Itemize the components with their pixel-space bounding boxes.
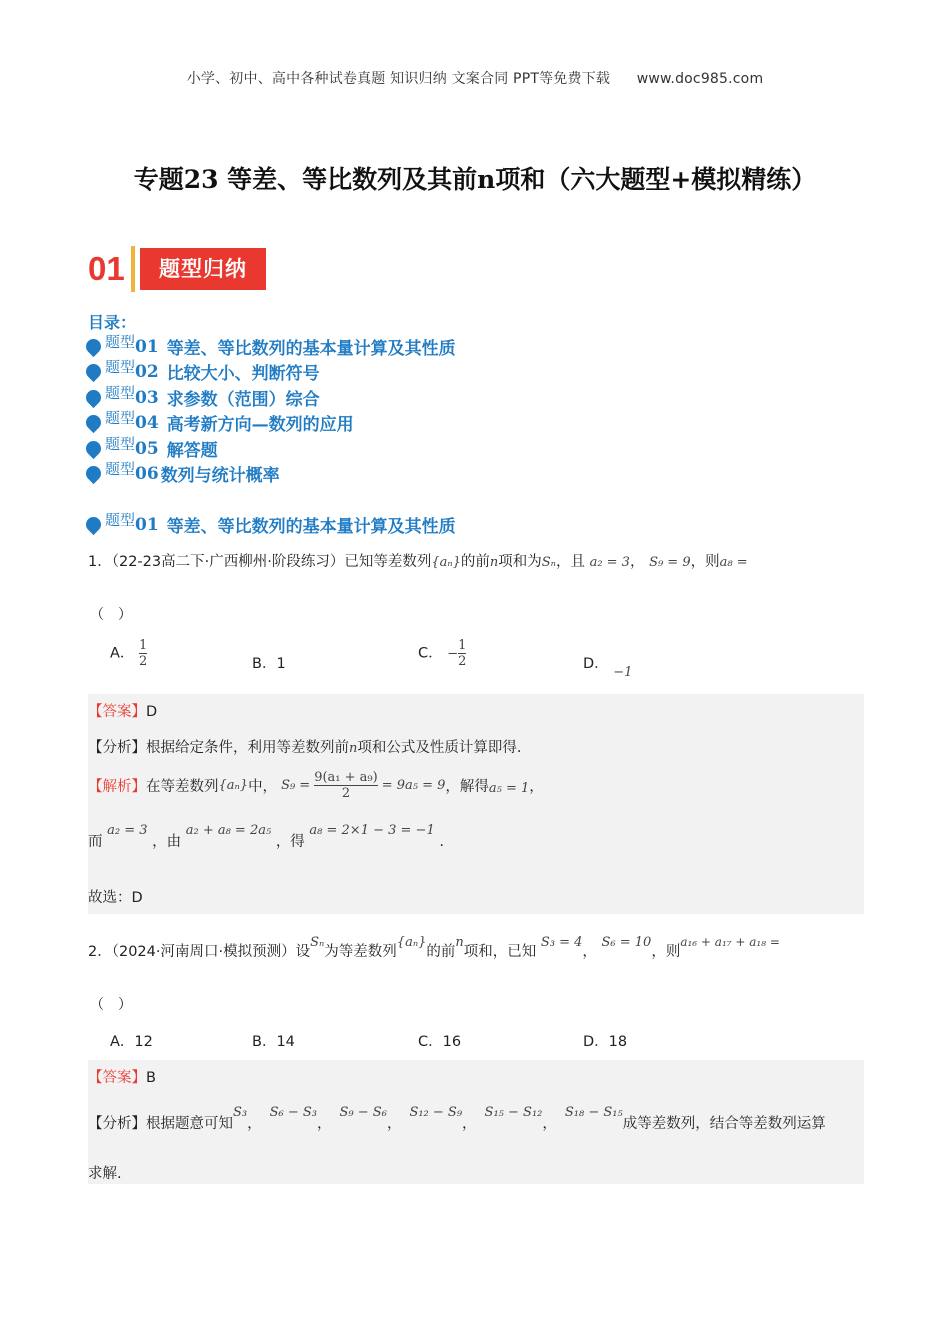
location-pin-icon xyxy=(83,336,104,357)
location-pin-icon xyxy=(83,387,104,408)
toc-item-label: 题型 xyxy=(105,435,136,453)
q1-solution-line2 xyxy=(88,823,444,851)
solution-text: . xyxy=(439,834,444,850)
q2-seq: {aₙ} xyxy=(396,935,427,950)
type-heading-label: 题型 xyxy=(105,511,136,529)
header-url-link[interactable]: www.doc985.com xyxy=(636,71,764,87)
option-neg: − xyxy=(447,646,459,662)
analysis-text: 根据给定条件，利用等差数列前 xyxy=(146,740,349,756)
q1-target: a₈ = xyxy=(719,555,748,570)
q2-sn: Sₙ xyxy=(310,935,325,950)
q2-answer xyxy=(88,1066,156,1087)
toc-item-num: 05 xyxy=(135,438,159,459)
q2-option-c[interactable] xyxy=(418,1030,461,1051)
header-text: 小学、初中、高中各种试卷真题 知识归纳 文案合同 PPT等免费下载 xyxy=(186,71,611,87)
answer-tag: 【答案】 xyxy=(88,704,146,720)
option-value: 16 xyxy=(442,1034,462,1050)
toc-item-text: 求参数（范围）综合 xyxy=(166,390,320,410)
page-header xyxy=(0,68,950,88)
location-pin-icon xyxy=(83,514,104,535)
option-key: B． xyxy=(252,1034,277,1050)
q2-analysis-cont: 求解. xyxy=(88,1166,122,1182)
solution-text: ，解得 xyxy=(445,779,489,795)
option-value: 18 xyxy=(608,1034,628,1050)
q2-cond2: S₆ = 10 xyxy=(601,935,652,950)
q1-text: ，且 xyxy=(555,554,585,570)
toc-item-01[interactable] xyxy=(86,334,456,359)
analysis-text: 根据题意可知 xyxy=(146,1116,233,1132)
toc-item-label: 题型 xyxy=(105,460,136,478)
solution-text: 中， xyxy=(248,779,278,795)
q2-text: 的前 xyxy=(426,944,456,960)
analysis-comma: ， xyxy=(317,1116,332,1132)
option-value: 14 xyxy=(276,1034,295,1050)
solution-text: ，得 xyxy=(275,834,305,850)
solution-text: ，由 xyxy=(152,834,182,850)
q1-text: 的前 xyxy=(460,554,490,570)
toc-item-label: 题型 xyxy=(105,409,136,427)
q1-cond1: a₂ = 3 xyxy=(589,555,630,570)
solution-text: 而 xyxy=(88,834,103,850)
location-pin-icon xyxy=(83,463,104,484)
toc-item-num: 06 xyxy=(135,463,159,484)
question-1-stem xyxy=(88,550,748,571)
q2-text: 为等差数列 xyxy=(324,944,397,960)
analysis-tag: 【分析】 xyxy=(88,740,146,756)
answer-value: D xyxy=(146,704,158,720)
toc-item-text: 数列与统计概率 xyxy=(160,466,280,486)
analysis-comma: ， xyxy=(542,1116,557,1132)
option-key: A． xyxy=(110,645,135,662)
question-2-stem xyxy=(88,935,780,961)
q1-option-d[interactable] xyxy=(583,652,633,680)
toc-item-label: 题型 xyxy=(105,333,136,351)
analysis-comma: ， xyxy=(386,1116,402,1132)
q1-seq: {aₙ} xyxy=(431,555,461,570)
analysis-term: S₁₅ − S₁₂ xyxy=(484,1105,543,1120)
solution-m1: a₂ = 3 xyxy=(107,823,148,838)
type-heading-text: 等差、等比数列的基本量计算及其性质 xyxy=(166,517,456,537)
q2-target: a₁₆ + a₁₇ + a₁₈ = xyxy=(680,935,780,949)
frac-num: 1 xyxy=(139,638,148,653)
q2-text: 项和，已知 xyxy=(463,944,537,960)
q1-analysis xyxy=(88,736,521,757)
analysis-tag: 【分析】 xyxy=(88,1116,146,1132)
toc-item-text: 比较大小、判断符号 xyxy=(166,364,320,384)
type-heading xyxy=(86,512,456,537)
q1-text: 项和为 xyxy=(498,554,542,570)
q2-option-b[interactable] xyxy=(252,1030,295,1051)
q2-option-d[interactable] xyxy=(583,1030,627,1051)
frac-den: 2 xyxy=(139,654,148,669)
option-value: −1 xyxy=(613,665,633,680)
q1-answer-paren: （ ） xyxy=(90,607,132,623)
q2-text: ，则 xyxy=(651,944,681,960)
toc-heading: 目录： xyxy=(88,313,137,332)
answer-tag: 【答案】 xyxy=(88,1070,146,1086)
q2-text: 2．（2024·河南周口·模拟预测）设 xyxy=(88,944,311,960)
option-key: B． xyxy=(252,656,277,672)
analysis-term: S₃ xyxy=(233,1105,248,1120)
q1-solution-line1 xyxy=(88,770,544,801)
solution-text: ， xyxy=(529,779,544,795)
toc-item-num: 02 xyxy=(135,361,159,382)
q1-answer xyxy=(88,700,157,721)
solution-s9: S₉ = xyxy=(281,778,311,793)
q1-answer-box xyxy=(88,694,864,914)
q1-option-c[interactable] xyxy=(418,638,466,669)
solution-a5: a₅ = 1 xyxy=(488,781,530,796)
analysis-term: S₁₂ − S₉ xyxy=(409,1105,463,1120)
option-fraction xyxy=(139,638,147,669)
toc-item-text: 解答题 xyxy=(166,441,218,461)
q1-text: ，则 xyxy=(690,554,720,570)
frac-den: 2 xyxy=(458,654,467,669)
solution-seq: {aₙ} xyxy=(218,778,249,793)
toc-item-label: 题型 xyxy=(105,358,136,376)
solution-text: 在等差数列 xyxy=(146,779,219,795)
q2-option-a[interactable] xyxy=(110,1030,153,1051)
q2-cond1: S₃ = 4 xyxy=(540,935,583,950)
q2-analysis xyxy=(88,1105,826,1133)
analysis-term: S₆ − S₃ xyxy=(269,1105,318,1120)
analysis-comma: ， xyxy=(462,1116,477,1132)
q1-cond2: S₉ = 9 xyxy=(649,555,691,570)
option-fraction xyxy=(458,638,466,669)
toc-item-04[interactable] xyxy=(86,410,354,435)
q1-sn: Sₙ xyxy=(541,555,556,570)
frac-num: 1 xyxy=(458,638,467,653)
location-pin-icon xyxy=(83,361,104,382)
q1-text: ， xyxy=(629,554,645,570)
analysis-term: S₁₈ − S₁₅ xyxy=(564,1105,623,1120)
toc-item-06[interactable] xyxy=(86,461,280,486)
q1-n: n xyxy=(489,555,499,570)
q1-text: 1．（22-23高二下·广西柳州·阶段练习）已知等差数列 xyxy=(88,554,432,570)
option-key: D． xyxy=(583,656,609,672)
location-pin-icon xyxy=(83,412,104,433)
page-title: 专题23 等差、等比数列及其前n项和（六大题型+模拟精练） xyxy=(133,165,817,194)
answer-value: B xyxy=(146,1070,156,1086)
q2-n: n xyxy=(455,935,464,950)
analysis-term: S₉ − S₆ xyxy=(339,1105,387,1120)
solution-m2: a₂ + a₈ = 2a₅ xyxy=(185,823,272,838)
analysis-text: 项和公式及性质计算即得. xyxy=(357,740,522,756)
toc-item-text: 等差、等比数列的基本量计算及其性质 xyxy=(166,339,456,359)
frac-den: 2 xyxy=(341,786,351,801)
analysis-text: 成等差数列，结合等差数列运算 xyxy=(622,1116,826,1132)
location-pin-icon xyxy=(83,438,104,459)
toc-item-num: 01 xyxy=(135,336,159,357)
analysis-n: n xyxy=(349,741,358,756)
solution-fraction xyxy=(314,770,378,801)
section-number: 01 xyxy=(88,250,125,287)
option-key: C． xyxy=(418,645,443,662)
option-key: A． xyxy=(110,1034,135,1050)
q1-option-a[interactable] xyxy=(110,638,147,669)
q2-answer-box xyxy=(88,1060,864,1184)
option-key: C． xyxy=(418,1034,443,1050)
section-label: 题型归纳 xyxy=(140,248,266,290)
toc-item-02[interactable] xyxy=(86,359,320,384)
solution-m3: a₈ = 2×1 − 3 = −1 xyxy=(309,823,435,838)
analysis-comma: ， xyxy=(247,1116,262,1132)
type-heading-num: 01 xyxy=(135,514,159,535)
q2-text: ， xyxy=(582,944,597,960)
q1-option-b[interactable] xyxy=(252,652,286,673)
section-divider xyxy=(131,246,135,292)
frac-num: 9(a₁ + a₉) xyxy=(314,770,378,785)
solution-tag: 【解析】 xyxy=(88,779,146,795)
toc-item-num: 04 xyxy=(135,412,159,433)
toc-item-text: 高考新方向—数列的应用 xyxy=(166,415,354,435)
solution-eq: = 9a₅ = 9 xyxy=(381,778,446,793)
toc-item-label: 题型 xyxy=(105,384,136,402)
q2-answer-paren: （ ） xyxy=(90,997,132,1013)
option-value: 12 xyxy=(134,1034,153,1050)
q1-choose: 故选：D xyxy=(88,890,143,906)
option-value: 1 xyxy=(276,656,286,672)
toc-item-num: 03 xyxy=(135,387,159,408)
option-key: D． xyxy=(583,1034,609,1050)
